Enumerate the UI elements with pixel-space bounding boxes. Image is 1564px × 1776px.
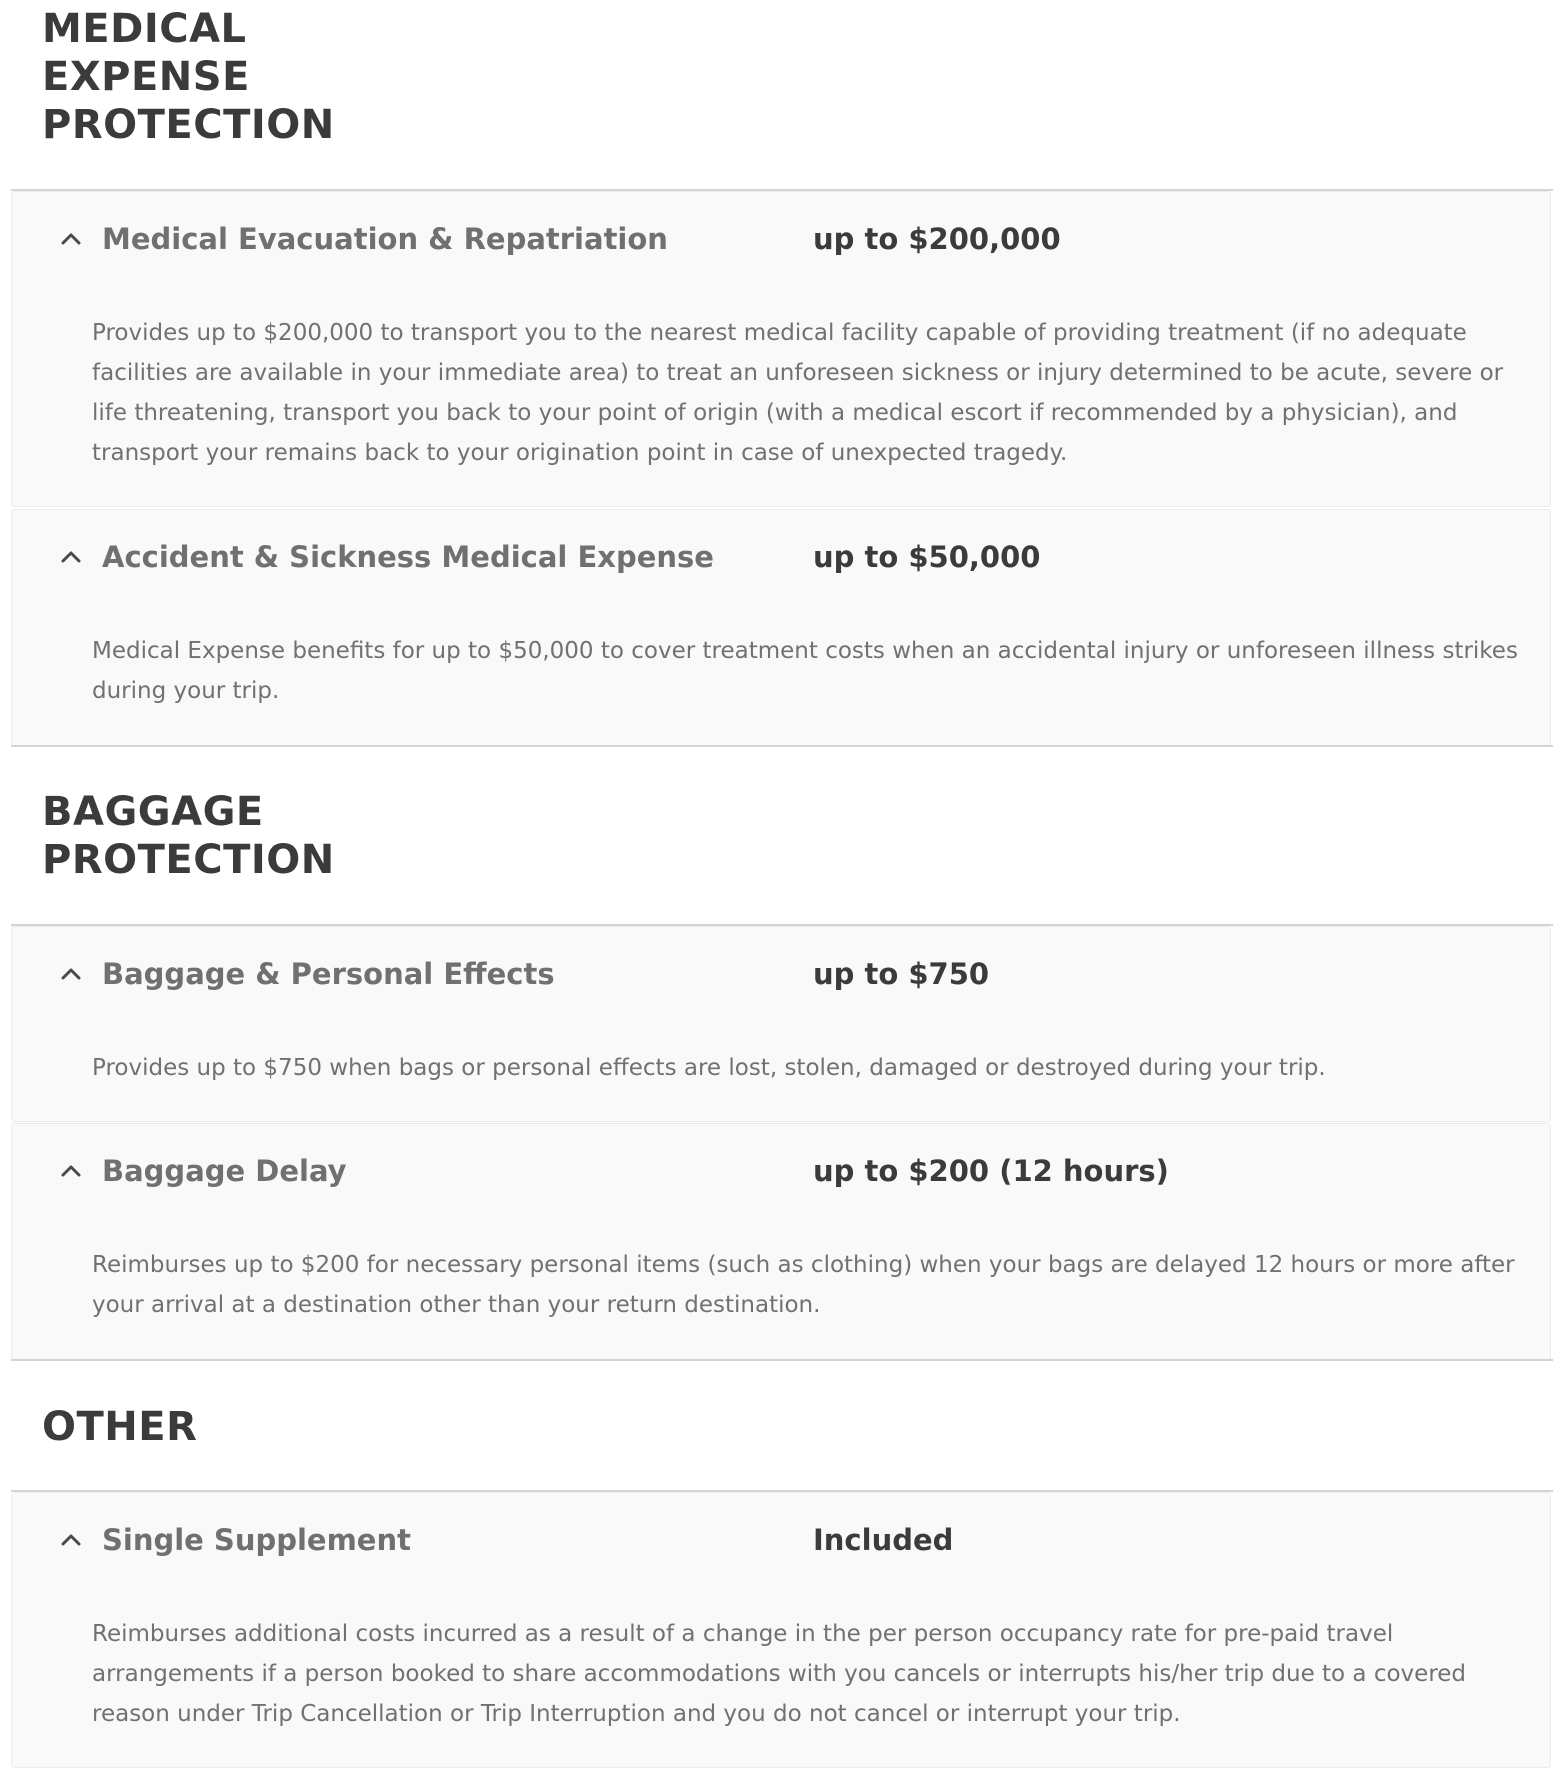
coverage-item-accident-sickness bbox=[11, 509, 1551, 746]
coverage-item-description: Medical Expense benefits for up to $50,000 to cover treatment costs when an accidental injury or unforeseen illness strikes during your trip. bbox=[92, 638, 1518, 704]
section-title-line: BAGGAGE bbox=[42, 789, 264, 835]
coverage-item-description: Provides up to $200,000 to transport you to the nearest medical facility capable of providing treatment (if no adequate facilities are available in your immediate area) to treat an unforeseen sickness or injury determined to be acute, severe or life threatening, transport you back to your point of origin (with a medical escort if recommended by a physician), and transport your remains back to your origination point in case of unexpected tragedy. bbox=[92, 320, 1504, 466]
coverage-item-title: Medical Evacuation & Repatriation bbox=[102, 222, 668, 256]
section-divider bbox=[11, 1359, 1553, 1361]
coverage-item-single-supplement bbox=[11, 1492, 1551, 1768]
coverage-item-baggage-delay bbox=[11, 1123, 1551, 1361]
section-title-line: PROTECTION bbox=[42, 102, 335, 148]
coverage-item-description: Provides up to $750 when bags or personal effects are lost, stolen, damaged or destroyed during your trip. bbox=[92, 1055, 1326, 1081]
coverage-item-description: Reimburses additional costs incurred as a result of a change in the per person occupancy rate for pre-paid travel arrangements if a person booked to share accommodations with you cancels or interrupts his/her trip due to a covered reason under Trip Cancellation or Trip Interruption and you do not cancel or interrupt your trip. bbox=[92, 1621, 1467, 1727]
section-title-line: MEDICAL bbox=[42, 6, 247, 52]
section-divider bbox=[11, 745, 1553, 747]
coverage-item-header[interactable] bbox=[12, 927, 1550, 1027]
coverage-item-amount: up to $200,000 bbox=[813, 222, 1061, 256]
coverage-item-header[interactable] bbox=[12, 192, 1550, 292]
coverage-item-title: Baggage Delay bbox=[102, 1154, 347, 1188]
coverage-item-header[interactable] bbox=[12, 1493, 1550, 1593]
coverage-item-amount: up to $200 (12 hours) bbox=[813, 1154, 1169, 1188]
coverage-item-title: Single Supplement bbox=[102, 1523, 411, 1557]
chevron-up-icon[interactable] bbox=[58, 544, 84, 570]
coverage-item-amount: up to $50,000 bbox=[813, 540, 1041, 574]
section-title-line: OTHER bbox=[42, 1404, 198, 1450]
coverage-item-title: Baggage & Personal Effects bbox=[102, 957, 555, 991]
coverage-item-amount: up to $750 bbox=[813, 957, 990, 991]
section-title-line: EXPENSE bbox=[42, 54, 250, 100]
coverage-item-title: Accident & Sickness Medical Expense bbox=[102, 540, 714, 574]
coverage-item-header[interactable] bbox=[12, 510, 1550, 610]
section-title-other bbox=[42, 1403, 462, 1451]
section-title-baggage-protection bbox=[42, 788, 462, 884]
chevron-up-icon[interactable] bbox=[58, 226, 84, 252]
coverage-item-amount: Included bbox=[813, 1523, 954, 1557]
chevron-up-icon[interactable] bbox=[58, 1527, 84, 1553]
chevron-up-icon[interactable] bbox=[58, 1158, 84, 1184]
section-title-line: PROTECTION bbox=[42, 837, 335, 883]
chevron-up-icon[interactable] bbox=[58, 961, 84, 987]
coverage-item-medical-evacuation bbox=[11, 191, 1551, 507]
section-title-medical-expense-protection bbox=[42, 5, 462, 149]
coverage-item-description: Reimburses up to $200 for necessary personal items (such as clothing) when your bags are delayed 12 hours or more after your arrival at a destination other than your return destination. bbox=[92, 1252, 1515, 1318]
coverage-item-header[interactable] bbox=[12, 1124, 1550, 1224]
coverage-item-baggage-personal-effects bbox=[11, 926, 1551, 1122]
